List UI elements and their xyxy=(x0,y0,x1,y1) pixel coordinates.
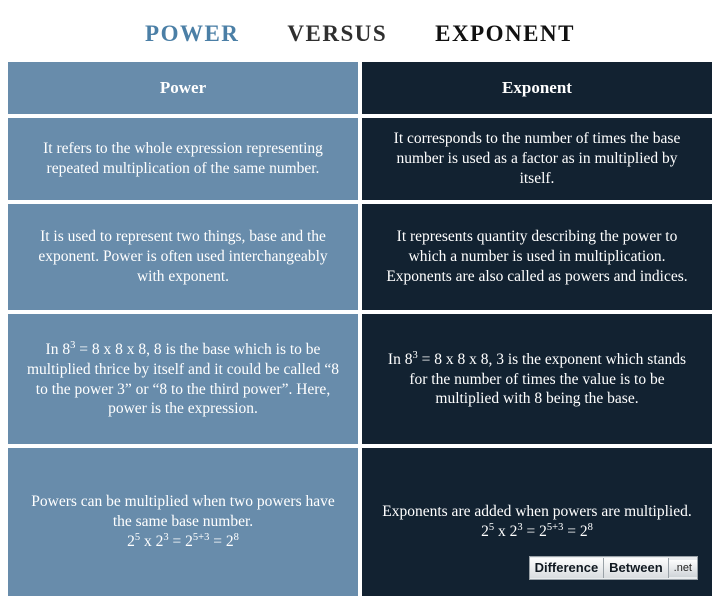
table-header-row xyxy=(8,62,712,114)
title-word-power: POWER xyxy=(145,21,240,46)
cell-exponent-2 xyxy=(362,204,712,310)
cell-power-3 xyxy=(8,314,358,444)
column-header-exponent: Exponent xyxy=(362,62,712,114)
column-header-power: Power xyxy=(8,62,358,114)
cell-power-3-text: In $8^3 = 8$ x 8 x 8, 8 is the base which is to be multiplied thrice by itself and it could be called “8 to the power 3” or “8 to the third power”. Here, power is the expression. xyxy=(26,339,340,418)
cell-power-1-text: It refers to the whole expression representing repeated multiplication of the same number. xyxy=(43,140,323,177)
cell-exponent-2-text: It represents quantity describing the power to which a number is used in multiplication. Exponents are also called as powers and indices. xyxy=(386,228,688,285)
watermark-part-net: .net xyxy=(669,560,697,577)
watermark-part-between: Between xyxy=(604,558,668,578)
cell-exponent-4-text: Exponents are added when powers are multiplied. $2^5$ x $2^3 = 2^{5+3} = 2^8$ xyxy=(382,502,692,541)
watermark-part-difference: Difference xyxy=(530,558,605,578)
cell-exponent-1-text: It corresponds to the number of times the base number is used as a factor as in multiplied by itself. xyxy=(393,130,681,187)
table-row xyxy=(8,314,712,444)
cell-exponent-1 xyxy=(362,118,712,200)
cell-exponent-3 xyxy=(362,314,712,444)
table-row xyxy=(8,118,712,200)
cell-power-2 xyxy=(8,204,358,310)
cell-power-2-text: It is used to represent two things, base and the exponent. Power is often used interchangeably with exponent. xyxy=(38,228,328,285)
cell-power-1 xyxy=(8,118,358,200)
watermark-logo xyxy=(529,556,698,580)
cell-exponent-3-text: In $8^3 = 8$ x 8 x 8, 3 is the exponent which stands for the number of times the value is to be multiplied with 8 being the base. xyxy=(387,349,687,408)
page-title xyxy=(0,0,720,62)
comparison-table xyxy=(8,62,712,594)
cell-power-4 xyxy=(8,448,358,596)
cell-power-4-text: Powers can be multiplied when two powers have the same base number. $2^5$ x $2^3 = 2^{5+3} = 2^8$ xyxy=(31,492,335,551)
title-word-exponent: EXPONENT xyxy=(435,21,575,46)
title-word-versus: VERSUS xyxy=(287,21,388,46)
table-row xyxy=(8,204,712,310)
